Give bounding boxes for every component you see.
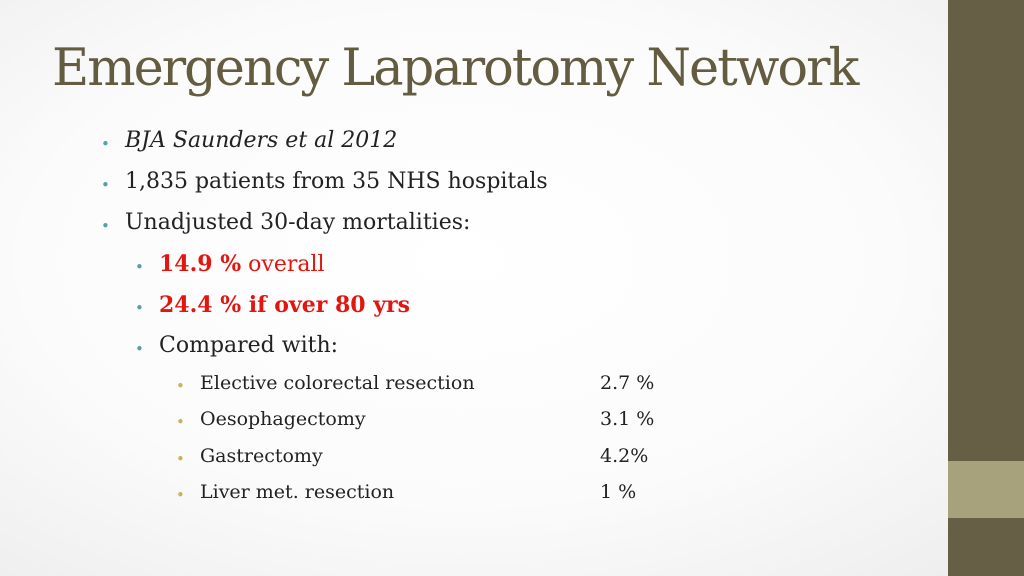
comparison-mortality: 4.2%	[600, 445, 649, 467]
comparison-procedure: Elective colorectal resection	[200, 372, 475, 394]
sidebar-accent-decoration	[948, 461, 1024, 518]
bullet-dot-icon: •	[176, 413, 185, 431]
slide-title: Emergency Laparotomy Network	[52, 39, 858, 98]
comparison-procedure: Gastrectomy	[200, 445, 323, 467]
overall-value: 14.9 %	[159, 251, 242, 277]
bullet-dot-icon: •	[176, 450, 185, 468]
comparison-mortality: 3.1 %	[600, 408, 655, 430]
bullet-dot-icon: •	[101, 135, 110, 153]
bullet-dot-icon: •	[135, 299, 144, 317]
bullet-dot-icon: •	[176, 377, 185, 395]
comparison-mortality: 2.7 %	[600, 372, 655, 394]
bullet-dot-icon: •	[135, 340, 144, 358]
bullet-source: BJA Saunders et al 2012	[125, 128, 398, 153]
overall-label: overall	[241, 252, 325, 277]
bullet-compared-with: Compared with:	[159, 333, 339, 358]
bullet-over80: 24.4 % if over 80 yrs	[159, 292, 411, 318]
bullet-mortality-heading: Unadjusted 30-day mortalities:	[125, 210, 471, 235]
comparison-mortality: 1 %	[600, 481, 637, 503]
comparison-procedure: Liver met. resection	[200, 481, 395, 503]
bullet-dot-icon: •	[135, 258, 144, 276]
comparison-procedure: Oesophagectomy	[200, 408, 366, 430]
bullet-dot-icon: •	[101, 217, 110, 235]
bullet-dot-icon: •	[101, 176, 110, 194]
bullet-dot-icon: •	[176, 486, 185, 504]
bullet-overall	[159, 251, 325, 278]
bullet-patients: 1,835 patients from 35 NHS hospitals	[125, 169, 548, 194]
